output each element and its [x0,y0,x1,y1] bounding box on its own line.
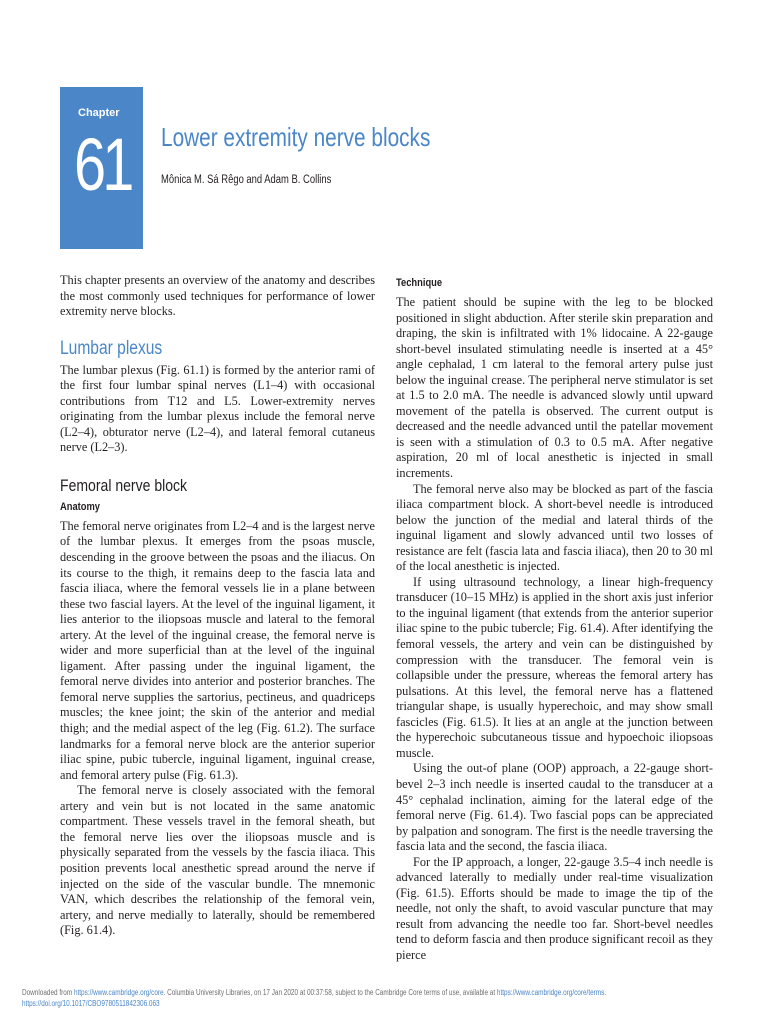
footer-text-1: Downloaded from [22,988,74,997]
lumbar-paragraph: The lumbar plexus (Fig. 61.1) is formed by the anterior rami of the first four lumbar spinal nerves (L1–4) with occasional contributions from T12 and L5. Lower-extremity nerves originating from the lumbar plexus include the femoral nerve (L2–4), obturator nerve (L2–4), and lateral femoral cutaneus nerve (L2–3). [60,362,375,455]
chapter-number-box [60,87,143,249]
download-footer [22,987,742,1009]
femoral-block-heading: Femoral nerve block [60,476,188,495]
lumbar-plexus-heading: Lumbar plexus [60,337,163,359]
technique-paragraph-2: The femoral nerve also may be blocked as part of the fascia iliaca compartment block. A short-bevel needle is introduced below the junction of the medial and lateral thirds of the inguinal ligament and slowly advanced until two losses of resistance are felt (fascia lata and fascia iliaca), then 20 to 30 ml of the local anesthetic is injected. [396,481,713,574]
anatomy-paragraph-1: The femoral nerve originates from L2–4 and is the largest nerve of the lumbar plexus. It emerges from the psoas muscle, descending in the groove between the psoas and the iliacus. On its course to the thigh, it remains deep to the fascia lata and fascia iliaca, where the femoral vessels lie in a plane between these two fascial layers. At the level of the inguinal ligament, it lies anterior to the iliopsoas muscle and lateral to the femoral artery. At the level of the inguinal crease, the femoral nerve is wider and more superficial than at the level of the inguinal ligament. After passing under the inguinal ligament, the femoral nerve divides into anterior and posterior branches. The femoral nerve supplies the sartorius, pectineus, and quadriceps muscles; the knee joint; the skin of the anterior and medial thigh; and the medial aspect of the leg (Fig. 61.2). The surface landmarks for a femoral nerve block are the anterior superior iliac spine, pubic tubercle, inguinal ligament, inguinal crease, and femoral artery pulse (Fig. 61.3). [60,518,375,782]
chapter-authors: Mônica M. Sá Rêgo and Adam B. Collins [161,174,332,186]
intro-paragraph: This chapter presents an overview of the anatomy and describes the most commonly used techniques for performance of lower extremity nerve blocks. [60,273,375,319]
right-column [396,276,713,964]
left-column [60,273,375,939]
technique-heading: Technique [396,277,443,289]
cambridge-core-link[interactable]: https://www.cambridge.org/core [73,988,164,997]
anatomy-paragraph-2: The femoral nerve is closely associated with the femoral artery and vein but is not located in the same anatomic compartment. These vessels travel in the femoral sheath, but the femoral nerve lies over the iliopsoas muscle and is physically separated from the vessels by the fascia iliaca. This position prevents local anesthetic spread around the nerve if injected on the side of the vascular bundle. The mnemonic VAN, which describes the relationship of the femoral vein, artery, and nerve medially to laterally, should be remembered (Fig. 61.4). [60,783,375,938]
doi-link[interactable]: https://doi.org/10.1017/CBO9780511842306.063 [22,999,160,1008]
footer-text-3: . [604,988,607,997]
terms-link[interactable]: https://www.cambridge.org/core/terms [496,988,605,997]
technique-paragraph-1: The patient should be supine with the leg to be blocked positioned in slight abduction. After sterile skin preparation and draping, the skin is infiltrated with 1% lidocaine. A 22-gauge short-bevel insulated stimulating needle is inserted at a 45° angle cephalad, 1 cm lateral to the femoral artery pulse just below the inguinal crease. The peripheral nerve stimulator is set at 1.5 to 2.0 mA. The needle is advanced slowly until upward movement of the patella is observed. The current output is decreased and the needle advanced until the patellar movement is seen with a stimulation of 0.3 to 0.5 mA. After negative aspiration, 20 ml of local anesthetic is injected in small increments. [396,295,713,481]
chapter-title: Lower extremity nerve blocks [161,122,431,152]
footer-text-2: . Columbia University Libraries, on 17 Jan 2020 at 00:37:58, subject to the Cambridge Core terms of use, available at [163,988,497,997]
chapter-number: 61 [74,123,131,206]
chapter-label: Chapter [78,107,120,119]
technique-paragraph-5: For the IP approach, a longer, 22-gauge 3.5–4 inch needle is advanced laterally to medially under real-time visualization (Fig. 61.5). Efforts should be made to image the tip of the needle, not only the shaft, to avoid vascular puncture that may result from advancing the needle too far. Short-bevel needles tend to deform fascia and then produce significant recoil as they pierce [396,854,713,962]
anatomy-heading: Anatomy [60,500,101,513]
technique-paragraph-4: Using the out-of plane (OOP) approach, a 22-gauge short-bevel 2–3 inch needle is inserted caudal to the transducer at a 45° cephalad inclination, aiming for the lateral edge of the femoral nerve (Fig. 61.4). Two fascial pops can be appreciated by palpation and sonogram. The first is the needle traversing the fascia lata and the second, the fascia iliaca. [396,761,713,854]
technique-paragraph-3: If using ultrasound technology, a linear high-frequency transducer (10–15 MHz) is applied in the short axis just inferior to the inguinal ligament (that extends from the anterior superior iliac spine to the pubic tubercle; Fig. 61.4). After identifying the femoral vessels, the artery and vein can be distinguished by compression with the transducer. The femoral vein is collapsible under the pressure, whereas the femoral artery has pulsations. At this level, the femoral nerve has a flattened triangular shape, is usually hyperechoic, and may show small fascicles (Fig. 61.5). It lies at an angle at the junction between the hyperechoic subcutaneous tissue and hypoechoic iliopsoas muscle. [396,574,713,760]
